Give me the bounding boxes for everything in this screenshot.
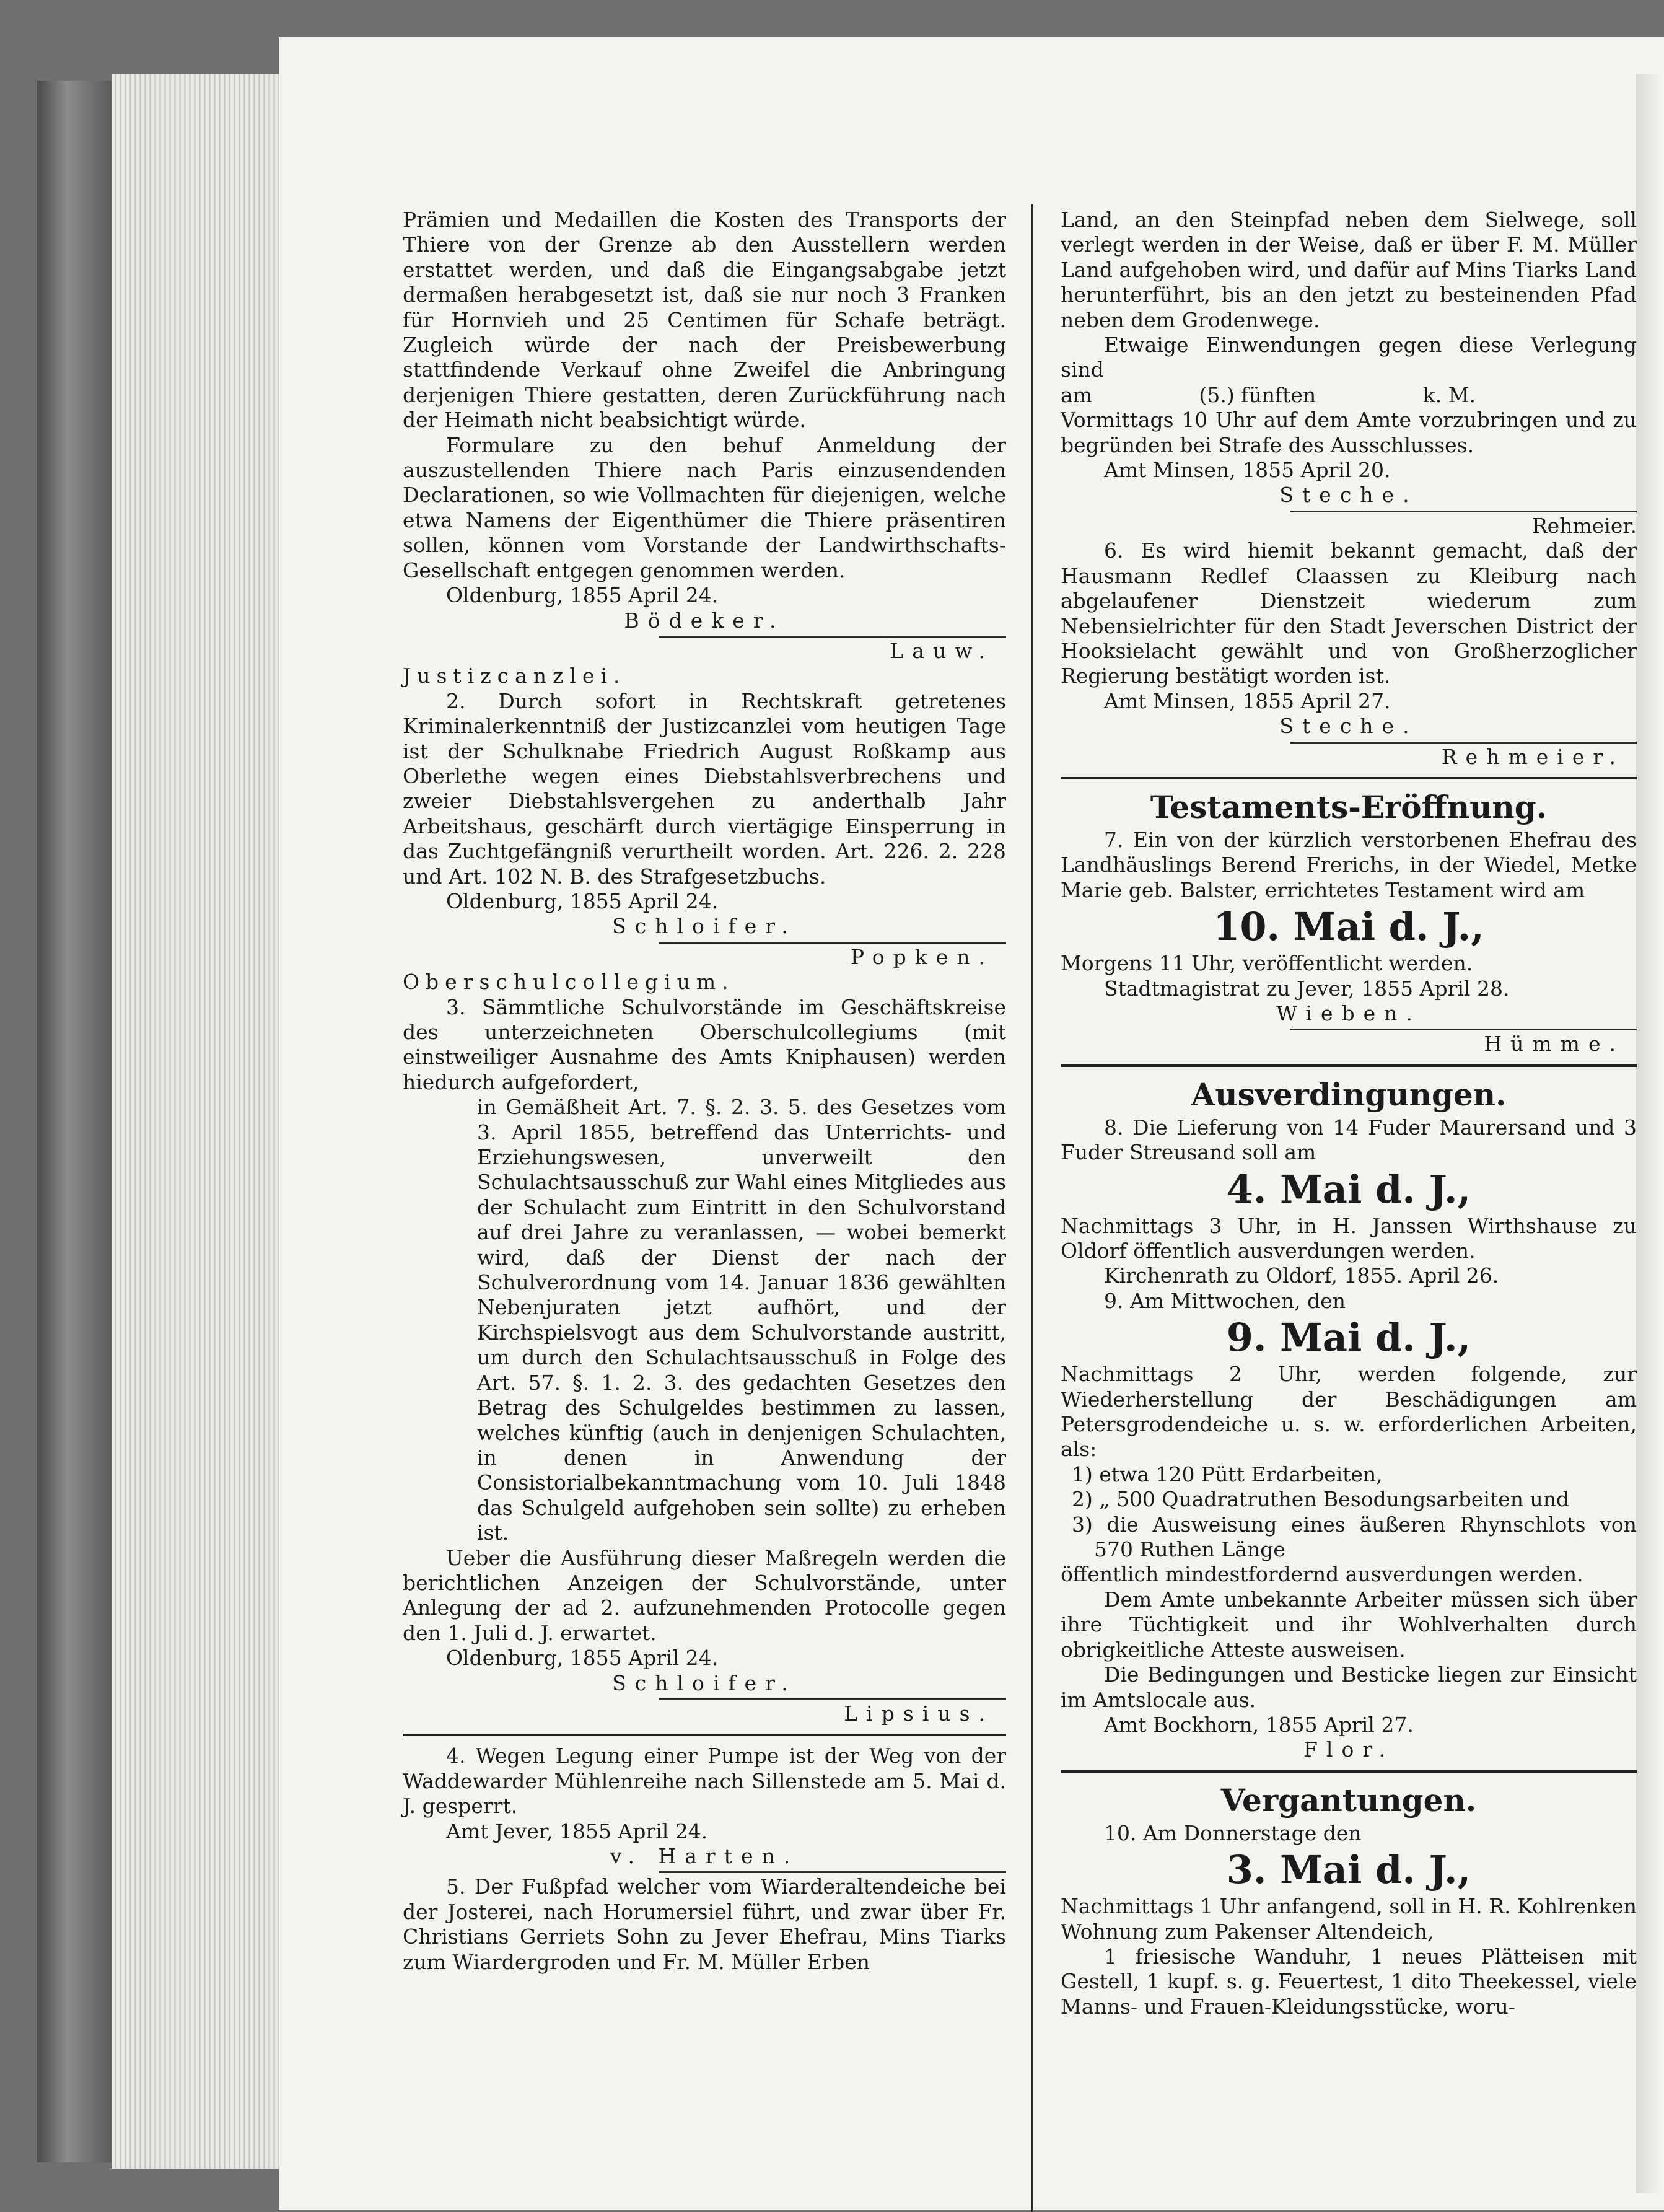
signature: Steche.: [1279, 714, 1418, 739]
section-heading: Justizcanzlei.: [403, 664, 626, 688]
list-item: 3) die Ausweisung eines äußeren Rhynschlots von 570 Ruthen Länge: [1072, 1512, 1637, 1562]
signature: Flor.: [1303, 1737, 1394, 1762]
notice-3: 3. Sämmtliche Schulvorstände im Geschäftskreise des unterzeichneten Oberschulcollegiums (mit einstweiliger Ausnahme des Amts Kniphausen) werden hiedurch aufgefordert,: [403, 994, 1006, 1094]
signature: v. Harten.: [610, 1844, 799, 1868]
notice-3-tail: Ueber die Ausführung dieser Maßregeln werden die berichtlichen Anzeigen der Schulvorstände, unter Anlegung der ad 2. aufzunehmenden Protocolle gegen den 1. Juli d. J. erwartet.: [403, 1545, 1006, 1645]
signature: Wieben.: [1276, 1001, 1421, 1025]
date-line: Oldenburg, 1855 April 24.: [446, 583, 719, 608]
date-line: Amt Minsen, 1855 April 27.: [1104, 688, 1391, 713]
notice-8: 8. Die Lieferung von 14 Fuder Maurersand und 3 Fuder Streusand soll am: [1061, 1115, 1637, 1165]
section-divider: [403, 1734, 1006, 1736]
section-divider: [1061, 1064, 1637, 1067]
left-column: [403, 208, 1006, 1975]
date-appointment-line: [1061, 383, 1637, 408]
signature-rule: [659, 1698, 1006, 1700]
date-line: Stadtmagistrat zu Jever, 1855 April 28.: [1104, 976, 1510, 1001]
intro-paragraph: Prämien und Medaillen die Kosten des Transports der Thiere von der Grenze ab den Ausstellern werden erstattet werden, und daß die Eingangsabgabe jetzt dermaßen herabgesetzt ist, daß sie nur noch 3 Franken für Hornvieh und 25 Centimen für Schafe beträgt. Zugleich würde der nach der Preisbewerbung stattfindende Verkauf ohne Zweifel die Anbringung derjenigen Thiere gestatten, deren Zurückführung nach der Heimath nicht beabsichtigt würde.: [403, 208, 1006, 432]
signature: Schloifer.: [612, 1670, 797, 1695]
date-line: Kirchenrath zu Oldorf, 1855. April 26.: [1104, 1263, 1499, 1288]
notice-6: 6. Es wird hiemit bekannt gemacht, daß der Hausmann Redlef Claassen zu Kleiburg nach abgelaufener Dienstzeit wiederum zum Nebensielrichter für den Stadt Jeverschen District der Hooksielacht gewählt und von Großherzoglicher Regierung bestätigt worden ist.: [1061, 538, 1637, 688]
notice-5: 5. Der Fußpfad welcher vom Wiarderaltendeiche bei der Josterei, nach Horumersiel führt, und zwar über Fr. Christians Gerriets Sohn zu Jever Ehefrau, Mins Tiarks zum Wiardergroden und Fr. M. Müller Erben: [403, 1874, 1006, 1974]
section-heading-vergantungen: Vergantungen.: [1220, 1781, 1477, 1819]
signature: Lipsius.: [844, 1701, 994, 1726]
notice-10-tail: Nachmittags 1 Uhr anfangend, soll in H. R. Kohlrenken Wohnung zum Pakenser Altendeich,: [1061, 1894, 1637, 1944]
notice-9-workers: Dem Amte unbekannte Arbeiter müssen sich über ihre Tüchtigkeit und ihr Wohlverhalten durch obrigkeitliche Atteste ausweisen.: [1061, 1587, 1637, 1662]
signature-rule: [659, 636, 1006, 638]
list-item: 2) „ 500 Quadratruthen Besodungsarbeiten und: [1072, 1487, 1570, 1512]
right-column: [1061, 208, 1637, 2019]
notice-3-indented: in Gemäßheit Art. 7. §. 2. 3. 5. des Gesetzes vom 3. April 1855, betreffend das Unterrichts- und Erziehungswesen, unverweilt den Schulachtsausschuß zur Wahl eines Mitgliedes aus der Schulacht zum Eintritt in den Schulvorstand auf drei Jahre zu veranlassen, — wobei bemerkt wird, daß der Dienst der nach der Schulverordnung vom 14. Januar 1836 gewählten Nebenjuraten jetzt aufhört, und der Kirchspielsvogt aus dem Schulvorstande austritt, um durch den Schulachtsausschuß in Folge des Art. 57. §. 1. 2. 3. des gedachten Gesetzes den Betrag des Schulgeldes bestimmen zu lassen, welches künftig (auch in denjenigen Schulachten, in denen in Anwendung der Consistorialbekanntmachung vom 10. Juli 1848 das Schulgeld aufgehoben sein sollte) zu erheben ist.: [477, 1095, 1006, 1545]
section-heading-testament: Testaments-Eröffnung.: [1150, 788, 1548, 825]
notice-9-tail: Nachmittags 2 Uhr, werden folgende, zur Wiederherstellung der Beschädigungen am Petersgrodendeiche u. s. w. erforderlichen Arbeiten, als:: [1061, 1362, 1637, 1462]
signature-rule: [659, 942, 1006, 944]
date-line: Oldenburg, 1855 April 24.: [446, 1646, 719, 1670]
list-item: 1) etwa 120 Pütt Erdarbeiten,: [1072, 1462, 1383, 1486]
time-line: Vormittags 10 Uhr auf dem Amte vorzubringen und zu begründen bei Strafe des Ausschlusses.: [1061, 408, 1637, 457]
date-display: 9. Mai d. J.,: [1226, 1315, 1471, 1361]
book-spine: [37, 81, 112, 2162]
notice-9: 9. Am Mittwochen, den: [1104, 1288, 1346, 1313]
notice-7: 7. Ein von der kürzlich verstorbenen Ehefrau des Landhäuslings Berend Frerichs, in der Wiedel, Metke Marie geb. Balster, errichtetes Testament wird am: [1061, 827, 1637, 902]
objection-line: Etwaige Einwendungen gegen diese Verlegung sind: [1061, 333, 1637, 382]
page-gutter-right: [1636, 74, 1664, 2193]
column-divider: [1031, 204, 1033, 2212]
signature-rule: [1290, 511, 1637, 512]
notice-4: 4. Wegen Legung einer Pumpe ist der Weg von der Waddewarder Mühlenreihe nach Sillenstede am 5. Mai d. J. gesperrt.: [403, 1744, 1006, 1819]
date-line: Amt Minsen, 1855 April 20.: [1104, 458, 1391, 483]
appointment-day: (5.) fünften: [1199, 382, 1316, 407]
notice-2: 2. Durch sofort in Rechtskraft getretenes Kriminalerkenntniß der Justizcanzlei vom heutigen Tage ist der Schulknabe Friedrich August Roßkamp aus Oberlethe wegen eines Diebstahlsverbrechens und zweier Diebstahlsvergehen zu anderthalb Jahr Arbeitshaus, geschärft durch viertägige Einsperrung in das Zuchtgefängniß verurtheilt worden. Art. 226. 2. 228 und Art. 102 N. B. des Strafgesetzbuchs.: [403, 688, 1006, 889]
notice-9-conditions: Die Bedingungen und Besticke liegen zur Einsicht im Amtslocale aus.: [1061, 1662, 1637, 1712]
page-edges: [112, 74, 281, 2169]
date-display: 10. Mai d. J.,: [1213, 904, 1484, 950]
section-divider: [1061, 1770, 1637, 1773]
notice-10-list: 1 friesische Wanduhr, 1 neues Plätteisen mit Gestell, 1 kupf. s. g. Feuertest, 1 dito Theekessel, viele Manns- und Frauen-Kleidungsstücke, woru-: [1061, 1944, 1637, 2019]
section-divider: [1061, 777, 1637, 779]
notice-8-tail: Nachmittags 3 Uhr, in H. Janssen Wirthshause zu Oldorf öffentlich ausverdungen werden.: [1061, 1213, 1637, 1263]
date-line: Oldenburg, 1855 April 24.: [446, 889, 719, 913]
notice-5-continued: Land, an den Steinpfad neben dem Sielwege, soll verlegt werden in der Weise, daß er über F. M. Müller Land aufgehoben wird, und dafür auf Mins Tiarks Land herunterführt, bis an den jetzt zu besteinenden Pfad neben dem Grodenwege.: [1061, 208, 1637, 332]
signature: Schloifer.: [612, 914, 797, 939]
notice-9-after: öffentlich mindestfordernd ausverdungen werden.: [1061, 1562, 1583, 1587]
date-display: 4. Mai d. J.,: [1226, 1166, 1471, 1212]
signature-rule: [1290, 1029, 1637, 1030]
signature-rule: [659, 1871, 1006, 1873]
section-heading-ausverdingungen: Ausverdingungen.: [1191, 1076, 1507, 1113]
signature: Hümme.: [1484, 1032, 1624, 1056]
signature: Bödeker.: [624, 608, 785, 633]
date-display: 3. Mai d. J.,: [1226, 1847, 1471, 1893]
notice-10: 10. Am Donnerstage den: [1104, 1820, 1362, 1845]
date-line: Amt Bockhorn, 1855 April 27.: [1104, 1712, 1414, 1737]
am-word: am: [1061, 382, 1092, 407]
formulare-paragraph: Formulare zu den behuf Anmeldung der auszustellenden Thiere nach Paris einzusendenden Declarationen, so wie Vollmachten für diejenigen, welche etwa Namens der Eigenthümer die Thiere präsentiren sollen, können vom Vorstande der Landwirthschafts-Gesellschaft entgegen genommen werden.: [403, 432, 1006, 582]
appointment-month: k. M.: [1422, 382, 1476, 407]
signature: Lauw.: [890, 638, 994, 663]
signature-rule: [1290, 742, 1637, 744]
signature: Popken.: [850, 944, 994, 969]
date-line: Amt Jever, 1855 April 24.: [446, 1819, 708, 1843]
notice-7-tail: Morgens 11 Uhr, veröffentlicht werden.: [1061, 951, 1473, 976]
signature: Steche.: [1279, 483, 1418, 507]
signature: Rehmeier.: [1441, 744, 1624, 769]
section-heading: Oberschulcollegium.: [403, 970, 735, 994]
signature: Rehmeier.: [1531, 513, 1637, 538]
